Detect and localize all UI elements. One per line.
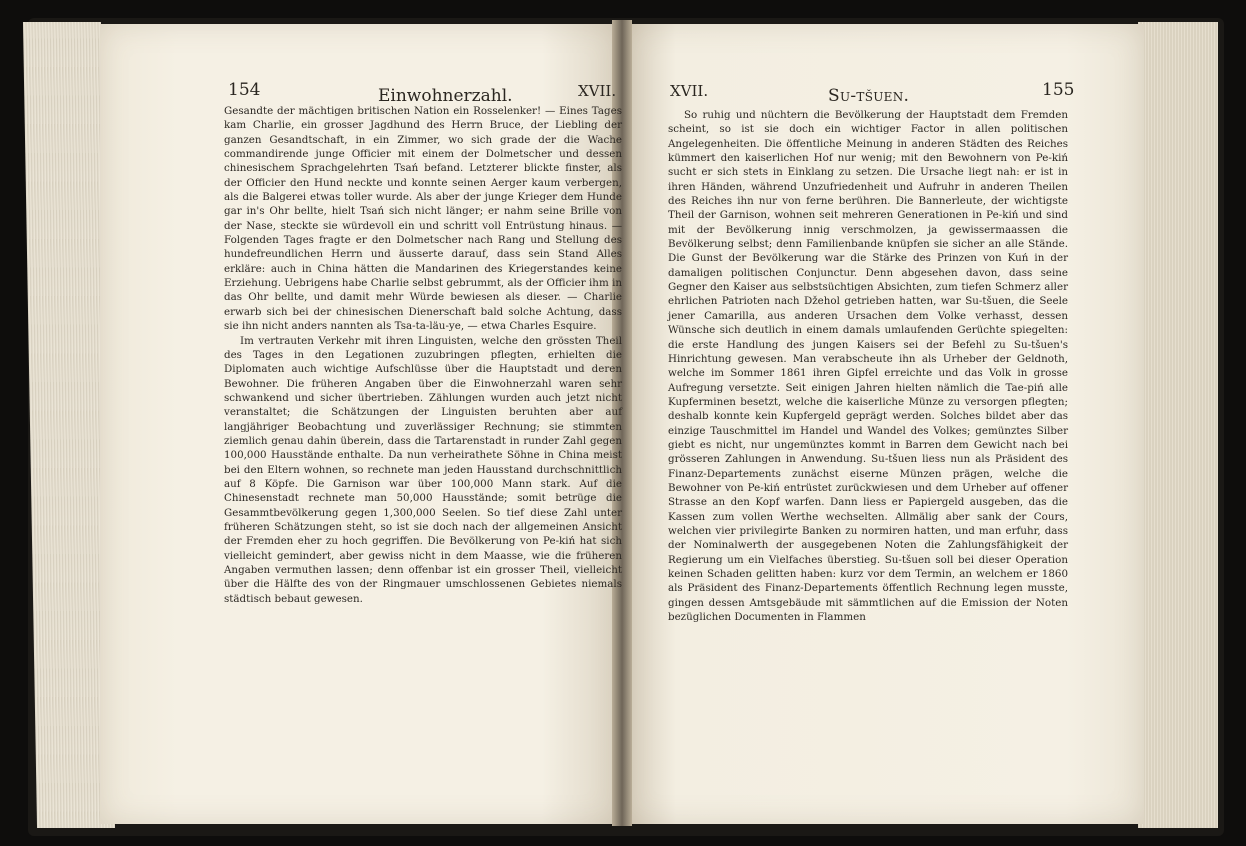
left-page-number: 154	[228, 80, 261, 100]
left-running-title: Einwohnerzahl.	[378, 86, 513, 106]
left-paragraph-1: Gesandte der mächtigen britischen Nation ein Rosselenker! — Eines Tages kam Charlie, ein grosser Jagdhund des Herrn Bruce, der Liebling der ganzen Gesandtschaft, in ein Zimmer, wo sich grade der die Wache commandirende junge Officier mit einem der Dolmetscher und dessen chinesischem Sprachgelehrten Tsań befand. Letzterer blickte finster, als der Officier den Hund neckte und konnte seinen Aerger kaum verbergen, als die Balgerei etwas toller wurde. Als aber der junge Krieger dem Hunde gar in's Ohr bellte, hielt Tsań sich nicht länger; er nahm seine Brille von der Nase, steckte sie würdevoll ein und schritt voll Entrüstung hinaus. — Folgenden Tages fragte er den Dolmetscher nach Rang und Stellung des hundefreundlichen Herrn und äusserte darauf, dass sein Stand Alles erkläre: auch in China hätten die Mandarinen des Kriegerstandes keine Erziehung. Uebrigens habe Charlie selbst gebrummt, als der Officier ihm in das Ohr bellte, und damit mehr Würde bewiesen als dieser. — Charlie erwarb sich bei der chinesischen Dienerschaft bald solche Achtung, dass sie ihn nicht anders nannten als Tsa-ta-läu-ye, — etwa Charles Esquire.	[224, 105, 622, 333]
left-chapter-number: XVII.	[578, 82, 617, 100]
left-page-body	[224, 104, 622, 606]
right-chapter-number: XVII.	[670, 82, 709, 100]
left-paragraph-2: Im vertrauten Verkehr mit ihren Linguisten, welche den grössten Theil des Tages in den Legationen zuzubringen pflegten, erhielten die Diplomaten auch wichtige Aufschlüsse über die Hauptstadt und deren Bewohner. Die früheren Angaben über die Einwohnerzahl waren sehr schwankend und sicher übertrieben. Zählungen wurden auch jetzt nicht veranstaltet; die Schätzungen der Linguisten beruhten aber auf langjähriger Beobachtung und zuverlässiger Rechnung; sie stimmten ziemlich genau dahin überein, dass die Tartarenstadt in runder Zahl gegen 100,000 Hausstände enthalte. Da nun verheirathete Söhne in China meist bei den Eltern wohnen, so rechnete man jeden Hausstand durchschnittlich auf 8 Köpfe. Die Garnison war über 100,000 Mann stark. Auf die Chinesenstadt rechnete man 50,000 Hausstände; somit betrüge die Gesammtbevölkerung gegen 1,300,000 Seelen. So tief diese Zahl unter früheren Schätzungen steht, so ist sie doch nach der allgemeinen Ansicht der Fremden eher zu hoch gegriffen. Die Bevölkerung von Pe-kiń hat sich vielleicht gemindert, aber gewiss nicht in dem Maasse, wie die früheren Angaben vermuthen lassen; denn offenbar ist ein grosser Theil, vielleicht über die Hälfte des von der Ringmauer umschlossenen Gebietes niemals städtisch bebaut gewesen.	[224, 334, 622, 605]
right-page-number: 155	[1042, 80, 1075, 100]
right-page-edges	[1138, 22, 1218, 828]
right-running-title: Su-tšuen.	[828, 86, 910, 106]
right-page-body	[668, 108, 1068, 624]
right-paragraph-1: So ruhig und nüchtern die Bevölkerung der Hauptstadt dem Fremden scheint, so ist sie doch ein wichtiger Factor in allen politischen Angelegenheiten. Die öffentliche Meinung in anderen Städten des Reiches kümmert den kaiserlichen Hof nur wenig; mit den Bewohnern von Pe-kiń sucht er sich stets in Einklang zu setzen. Die Ursache liegt nah: er ist in ihren Händen, während Unzufriedenheit und Aufruhr in anderen Theilen des Reiches ihn nur von ferne berühren. Die Bannerleute, der wichtigste Theil der Garnison, wohnen seit mehreren Generationen in Pe-kiń und sind mit der Bevölkerung innig verschmolzen, ja gewissermaassen die Bevölkerung selbst; denn Familienbande knüpfen sie sicher an alle Stände. Die Gunst der Bevölkerung war die Stärke des Prinzen von Kuń in der damaligen politischen Conjunctur. Denn abgesehen davon, dass seine Gegner den Kaiser aus selbstsüchtigen Absichten, zum tiefen Schmerz aller ehrlichen Patrioten nach Džehol getrieben hatten, war Su-tšuen, die Seele jener Camarilla, aus anderen Ursachen dem Volke verhasst, dessen Wünsche sich deutlich in einem damals umlaufenden Gerüchte spiegelten: die erste Handlung des jungen Kaisers sei der Befehl zu Su-tšuen's Hinrichtung gewesen. Man verabscheute ihn als Urheber der Geldnoth, welche im Sommer 1861 ihren Gipfel erreichte und das Volk in grosse Aufregung versetzte. Seit einigen Jahren hielten nämlich die Tae-piń alle Kupferminen besetzt, welche die kaiserliche Münze zu versorgen pflegten; deshalb konnte kein Kupfergeld geprägt werden. Solches bildet aber das einzige Tauschmittel im Handel und Wandel des Volkes; gemünztes Silber giebt es nicht, nur ungemünztes kommt in Barren dem Gewicht nach bei grösseren Zahlungen in Anwendung. Su-tšuen liess nun als Präsident des Finanz-Departements zunächst eiserne Münzen prägen, welche die Bewohner von Pe-kiń entrüstet zurückwiesen und dem Urheber auf offener Strasse an den Kopf warfen. Dann liess er Papiergeld ausgeben, das die Kassen zum vollen Werthe wechselten. Allmälig aber sank der Cours, welchen vier privilegirte Banken zu normiren hatten, und man erfuhr, dass der Nominalwerth der ausgegebenen Noten die Zahlungsfähigkeit der Regierung um ein Vielfaches überstieg. Su-tšuen soll bei dieser Operation keinen Schaden gelitten haben: kurz vor dem Termin, an welchem er 1860 als Präsident des Finanz-Departements öffentlich Rechnung legen musste, gingen dessen Amtsgebäude mit sämmtlichen auf die Emission der Noten bezüglichen Documenten in Flammen	[668, 109, 1068, 624]
